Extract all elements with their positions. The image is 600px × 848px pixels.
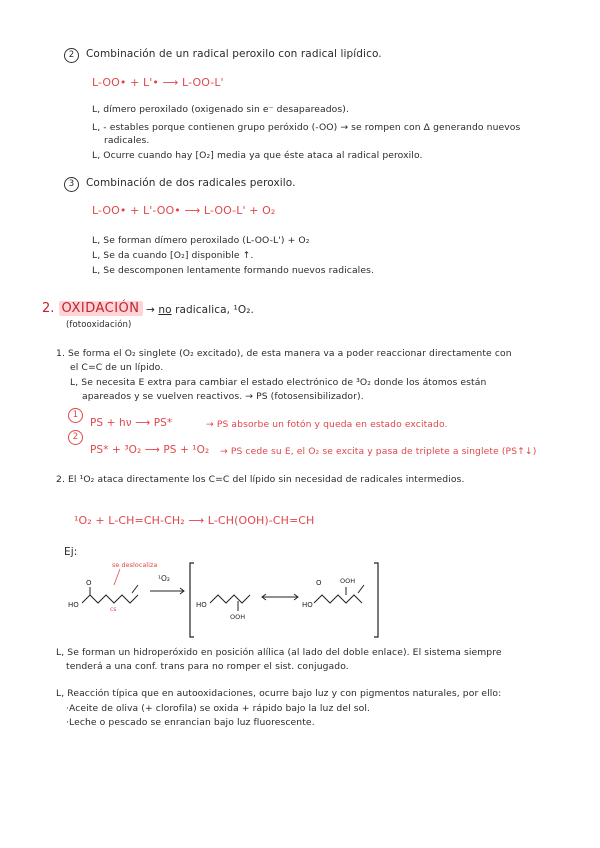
note-text: Ⅼ, Se forman un hidroperóxido en posición alílica (al lado del doble enlace). El sistema siempre — [56, 647, 502, 658]
subtitle-rest: radicalica, ¹O₂. — [171, 304, 254, 316]
section-sub: (fotooxidación) — [66, 320, 132, 330]
reaction-equation: L-OO• + L'• ⟶ L-OO-L' — [92, 76, 224, 89]
arrow-symbol: → — [146, 304, 155, 316]
item-number-3: 3 — [64, 177, 79, 192]
bullet-text: Ⅼ, Ocurre cuando hay [O₂] media ya que éste ataca al radical peroxilo. — [92, 150, 423, 161]
paragraph-text: apareados y se vuelven reactivos. → PS (fotosensibilizador). — [82, 391, 364, 402]
step-equation: PS* + ³O₂ ⟶ PS + ¹O₂ — [90, 444, 210, 456]
paragraph-text: Ⅼ, Se necesita E extra para cambiar el estado electrónico de ³O₂ donde los átomos están — [70, 377, 487, 388]
paragraph-text: 1. Se forma el O₂ singlete (O₂ excitado), de esta manera va a poder reaccionar directamente con — [56, 348, 512, 359]
reaction-scheme — [62, 555, 392, 645]
bullet-text: Ⅼ, Se da cuando [O₂] disponible ↑. — [92, 250, 254, 261]
note-text: ·Leche o pescado se enrancian bajo luz fluorescente. — [66, 717, 315, 728]
deslocaliza-label: se deslocaliza — [112, 561, 158, 569]
ho-label: HO — [68, 601, 79, 609]
item-title: Combinación de un radical peroxilo con radical lipídico. — [86, 48, 382, 60]
step-note: → PS absorbe un fotón y queda en estado excitado. — [206, 419, 448, 430]
section-subtitle — [146, 305, 254, 316]
bullet-text: Ⅼ, Se forman dímero peroxilado (L-OO-L') + O₂ — [92, 235, 310, 246]
reaction-equation: ¹O₂ + L-CH=CH-CH₂ ⟶ L-CH(OOH)-CH=CH — [74, 514, 315, 527]
step-equation: PS + hν ⟶ PS* — [90, 417, 173, 429]
ooh-label: OOH — [340, 577, 356, 585]
bullet-text: Ⅼ, dímero peroxilado (oxigenado sin e⁻ desapareados). — [92, 104, 349, 115]
note-text: ·Aceite de oliva (+ clorofila) se oxida + rápido bajo la luz del sol. — [66, 703, 371, 714]
paragraph-text: el C=C de un lípido. — [70, 362, 164, 373]
ho-label: HO — [302, 601, 313, 609]
ho-label: HO — [196, 601, 207, 609]
ooh-label: OOH — [230, 613, 246, 621]
step-number-1: 1 — [68, 408, 83, 423]
o-label: O — [316, 579, 322, 587]
item-number-2: 2 — [64, 48, 79, 63]
section-number: 2. — [42, 301, 55, 316]
example-label: Ej: — [64, 546, 78, 558]
section-heading — [42, 301, 143, 316]
reaction-equation: L-OO• + L'-OO• ⟶ L-OO-L' + O₂ — [92, 204, 276, 217]
bullet-text: Ⅼ, - estables porque contienen grupo peróxido (-OO) → se rompen con Δ generando nuevos — [92, 122, 521, 133]
item-title: Combinación de dos radicales peroxilo. — [86, 177, 296, 189]
o2-label: ¹O₂ — [158, 574, 170, 583]
paragraph-text: 2. El ¹O₂ ataca directamente los C=C del lípido sin necesidad de radicales intermedios. — [56, 474, 465, 485]
section-title: OXIDACIÓN — [59, 301, 143, 316]
o-label: O — [86, 579, 92, 587]
bullet-text: Ⅼ, Se descomponen lentamente formando nuevos radicales. — [92, 265, 374, 276]
note-text: tenderá a una conf. trans para no romper el sist. conjugado. — [66, 661, 349, 672]
step-note: → PS cede su E, el O₂ se excita y pasa de triplete a singlete (PS↑↓) — [220, 446, 537, 457]
step-number-2: 2 — [68, 430, 83, 445]
bullet-text: radicales. — [104, 135, 150, 146]
note-text: Ⅼ, Reacción típica que en autooxidaciones, ocurre bajo luz y con pigmentos naturales, por ello: — [56, 688, 502, 699]
subtitle-no: no — [158, 304, 172, 316]
cs-label: cs — [110, 606, 117, 613]
